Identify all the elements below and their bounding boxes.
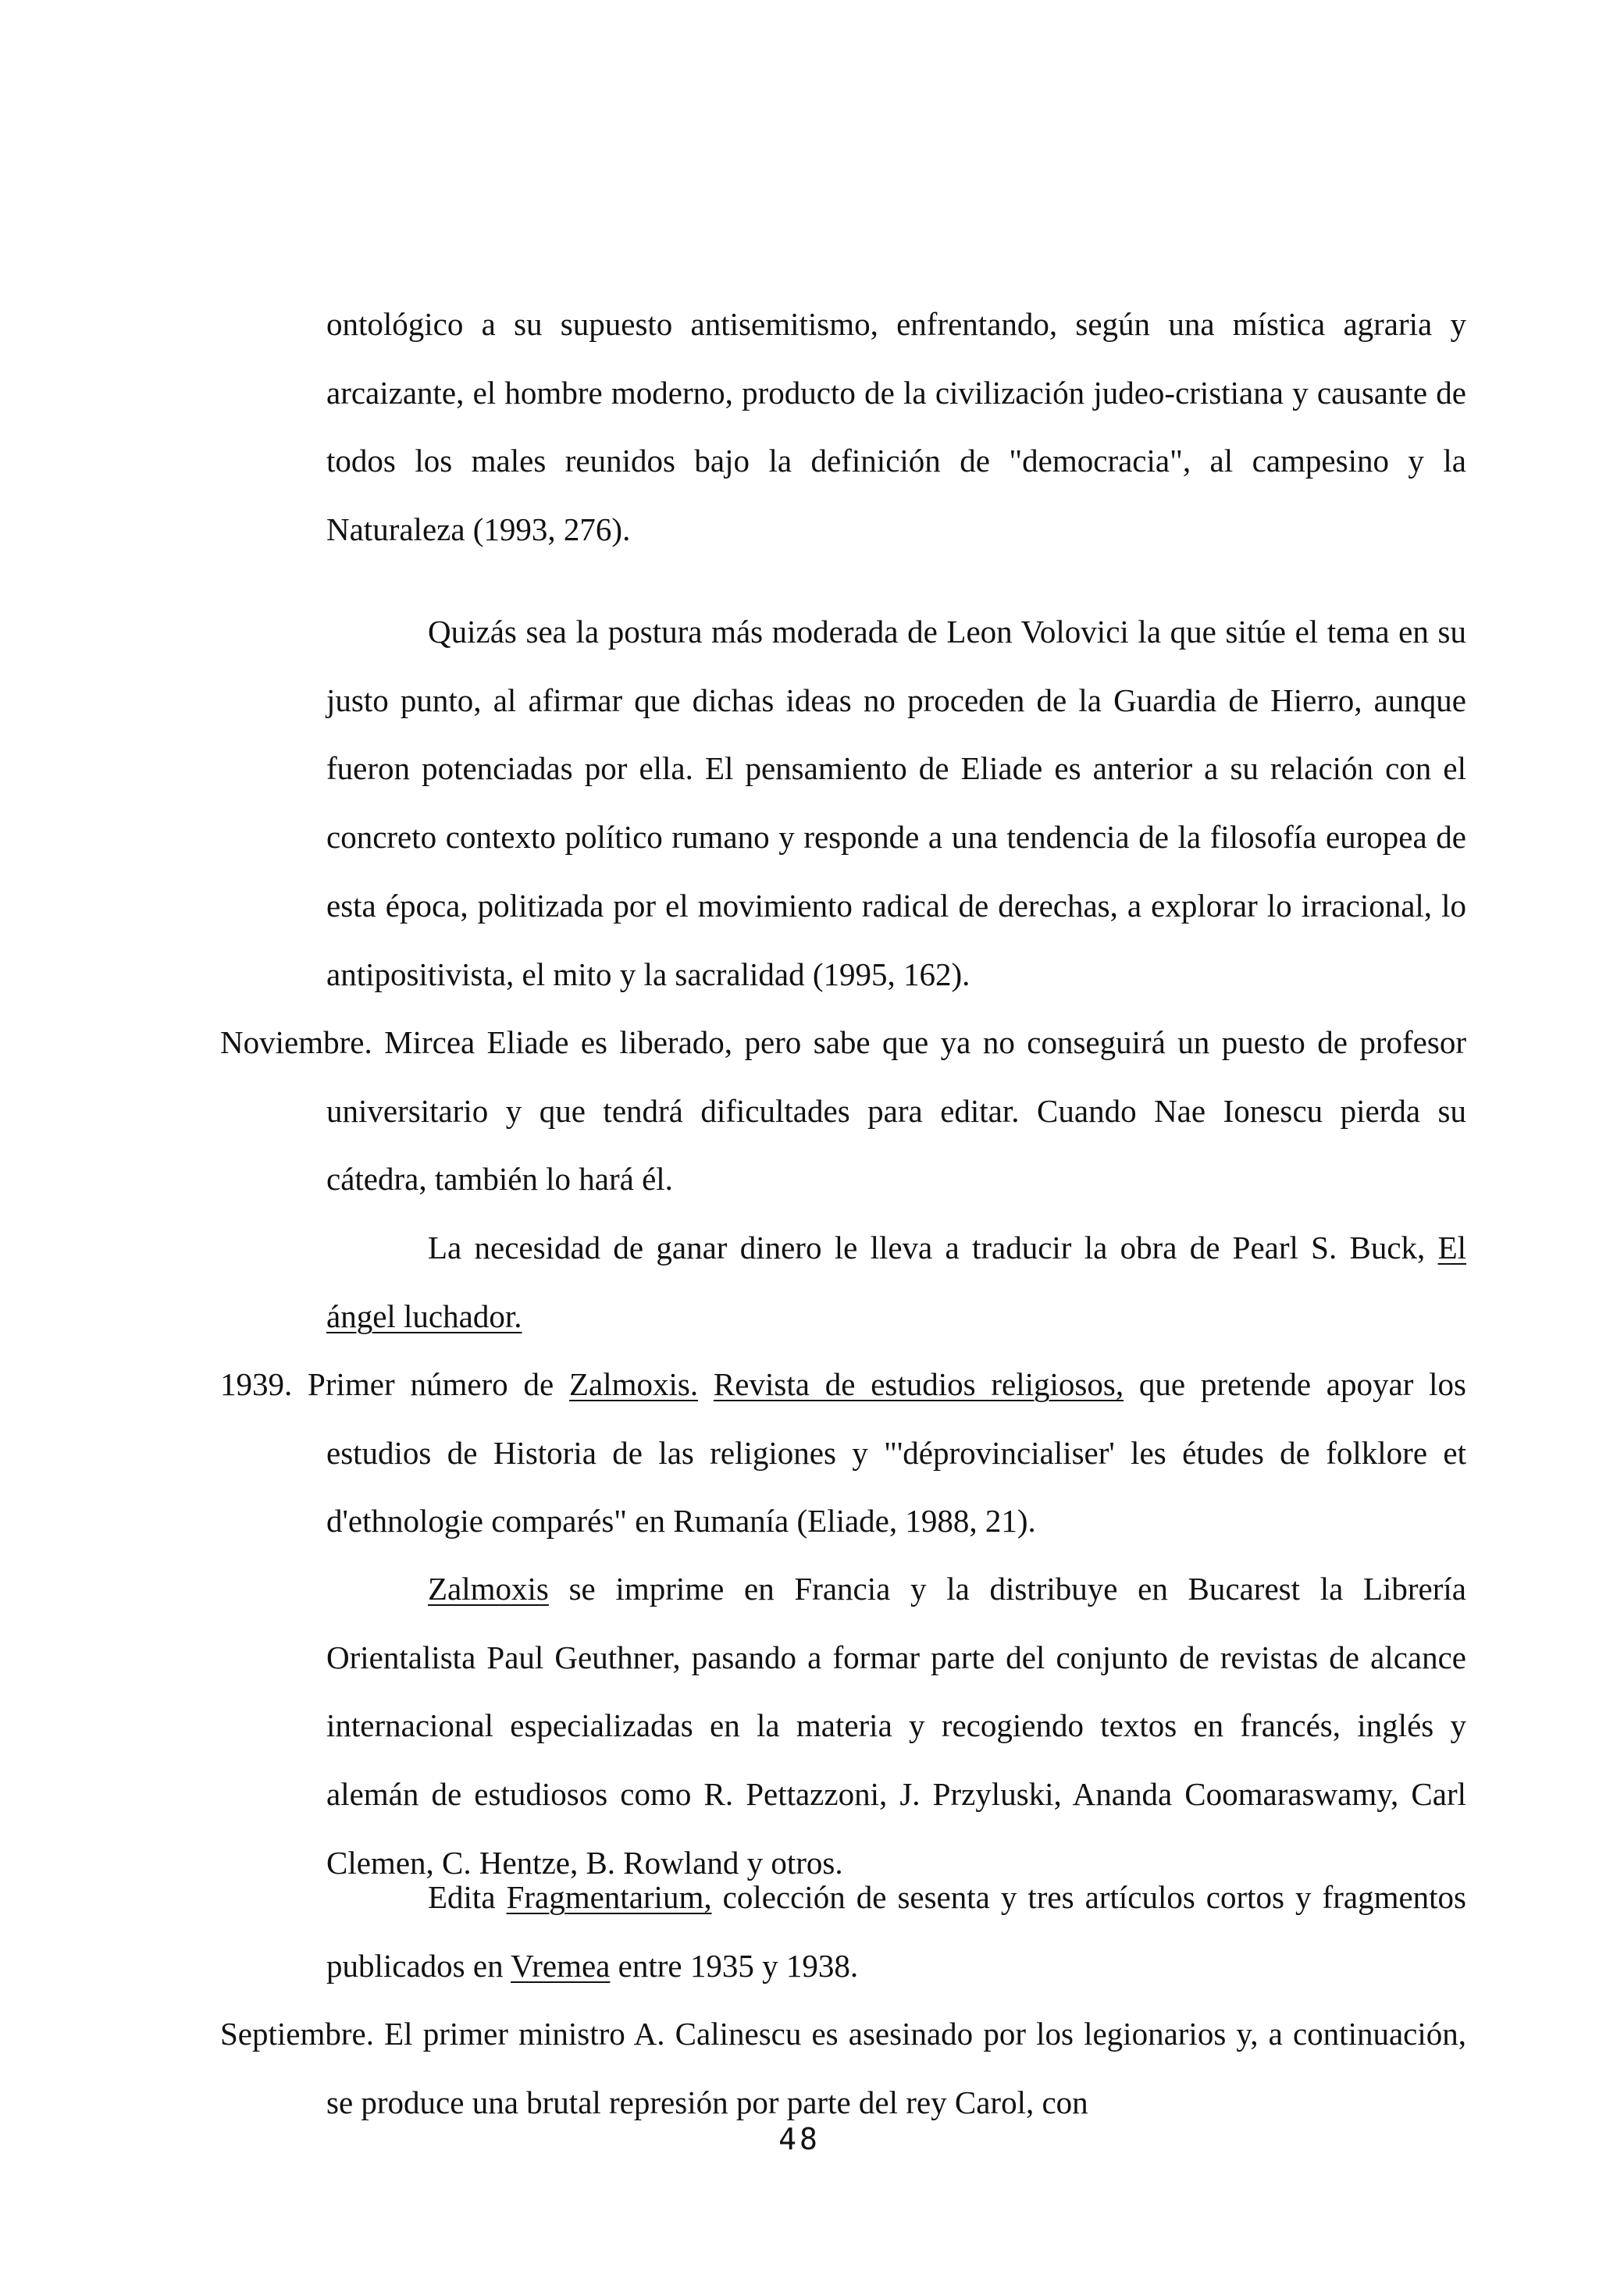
journal-title-vremea: Vremea xyxy=(511,1947,611,1984)
paragraph-text: entre 1935 y 1938. xyxy=(610,1947,859,1984)
paragraph-text: ontológico a su supuesto antisemitismo, enfrentando, según una mística agraria y arcaizante, el hombre moderno, producto de la civilización judeo-cristiana y causante de todos los males reunidos bajo la definición de "democracia", al campesino y la Naturaleza (1993, 276). xyxy=(326,306,1466,548)
paragraph-text: Septiembre. El primer ministro A. Calinescu es asesinado por los legionarios y, a continuación, se produce una brutal represión por parte del rey Carol, con xyxy=(220,2016,1466,2120)
paragraph-zalmoxis xyxy=(326,1555,1466,1898)
paragraph-volovici xyxy=(326,598,1466,1009)
entry-septiembre xyxy=(220,2000,1466,2137)
journal-title-zalmoxis: Zalmoxis. xyxy=(568,1366,699,1402)
paragraph-text: Noviembre. Mircea Eliade es liberado, pero sabe que ya no conseguirá un puesto de profesor universitario y que tendrá dificultades para editar. Cuando Nae Ionescu pierda su cátedra, también lo hará él. xyxy=(220,1024,1466,1198)
paragraph-ontologico xyxy=(326,290,1466,564)
entry-1939 xyxy=(220,1351,1467,1556)
entry-noviembre xyxy=(220,1009,1466,1214)
page-number: 48 xyxy=(778,2122,821,2156)
spacer-text xyxy=(698,1366,714,1402)
paragraph-text: se imprime en Francia y la distribuye en Bucarest la Librería Orientalista Paul Geuthner, pasando a formar parte del conjunto de revistas de alcance internacional especializadas en la materia y recogiendo textos en francés, inglés y alemán de estudiosos como R. Pettazzoni, J. Przyluski, Ananda Coomaraswamy, Carl Clemen, C. Hentze, B. Rowland y otros. xyxy=(326,1571,1466,1881)
journal-subtitle: Revista de estudios religiosos, xyxy=(713,1366,1124,1402)
paragraph-text: 1939. Primer número de xyxy=(220,1366,569,1402)
paragraph-text: Quizás sea la postura más moderada de Leon Volovici la que sitúe el tema en su justo punto, al afirmar que dichas ideas no proceden de la Guardia de Hierro, aunque fueron potenciadas por ella. El pensamiento de Eliade es anterior a su relación con el concreto contexto político rumano y responde a una tendencia de la filosofía europea de esta época, politizada por el movimiento radical de derechas, a explorar lo irracional, lo antipositivista, el mito y la sacralidad (1995, 162). xyxy=(326,614,1466,992)
book-title-fragmentarium: Fragmentarium, xyxy=(506,1879,712,1915)
paragraph-fragmentarium xyxy=(326,1863,1466,2000)
paragraph-text: colección de sesenta y tres artículos cortos y fragmentos publicados en xyxy=(326,1879,1466,1984)
paragraph-text: que pretende apoyar los estudios de Historia de las religiones y "'déprovincialiser' les études de folklore et d'ethnologie comparés" en Rumanía (Eliade, 1988, 21). xyxy=(326,1366,1467,1540)
paragraph-text: La necesidad de ganar dinero le lleva a traducir la obra de Pearl S. Buck, xyxy=(428,1230,1438,1265)
book-title-el-angel-luchador: El ángel luchador. xyxy=(326,1230,1466,1334)
journal-title-zalmoxis: Zalmoxis xyxy=(428,1571,549,1607)
paragraph-text: Edita xyxy=(428,1879,507,1915)
paragraph-pearl-buck xyxy=(326,1214,1466,1351)
